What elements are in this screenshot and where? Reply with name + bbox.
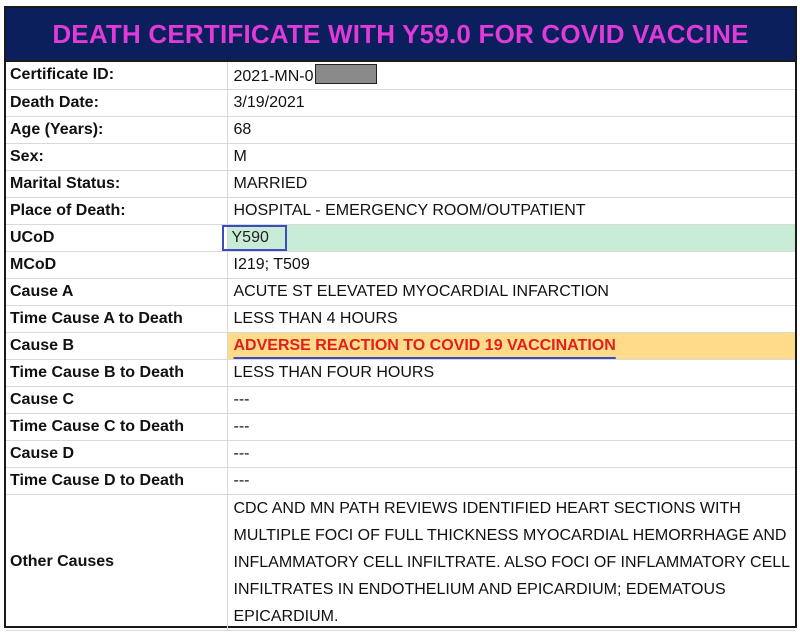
row-label: Certificate ID: (6, 62, 227, 89)
table-row (6, 386, 795, 413)
row-value: LESS THAN 4 HOURS (227, 305, 795, 332)
certificate-id-value: 2021-MN-0 (233, 68, 314, 86)
table-row-highlighted (6, 224, 795, 251)
table-row (6, 143, 795, 170)
row-value: CDC AND MN PATH REVIEWS IDENTIFIED HEART SECTIONS WITH MULTIPLE FOCI OF FULL THICKNESS MYOCARDIAL HEMORRHAGE AND INFLAMMATORY CELL INFILTRATE. ALSO FOCI OF INFLAMMATORY CELL INFILTRATES IN ENDOTHELIUM AND EPICARDIUM; EDEMATOUS EPICARDIUM. (227, 494, 795, 630)
row-label: Place of Death: (6, 197, 227, 224)
row-value: M (227, 143, 795, 170)
table-row (6, 494, 795, 630)
row-value (227, 62, 795, 89)
row-value: MARRIED (227, 170, 795, 197)
row-label: Time Cause B to Death (6, 359, 227, 386)
row-label: Cause D (6, 440, 227, 467)
death-certificate-sheet (4, 6, 797, 628)
table-row (6, 89, 795, 116)
certificate-table (6, 62, 795, 631)
table-row (6, 116, 795, 143)
row-value: LESS THAN FOUR HOURS (227, 359, 795, 386)
table-row (6, 359, 795, 386)
ucod-boxed-value: Y590 (222, 225, 287, 251)
row-value: I219; T509 (227, 251, 795, 278)
title-bar (6, 8, 795, 62)
row-label: MCoD (6, 251, 227, 278)
row-value: 3/19/2021 (227, 89, 795, 116)
row-label: Age (Years): (6, 116, 227, 143)
row-label: Cause C (6, 386, 227, 413)
row-label: Cause A (6, 278, 227, 305)
table-row (6, 440, 795, 467)
page-title: DEATH CERTIFICATE WITH Y59.0 FOR COVID VACCINE (52, 18, 749, 49)
adverse-reaction-value: ADVERSE REACTION TO COVID 19 VACCINATION (233, 336, 616, 354)
table-row (6, 62, 795, 89)
row-value: --- (227, 440, 795, 467)
row-label: Time Cause A to Death (6, 305, 227, 332)
row-value (227, 332, 795, 359)
table-row (6, 251, 795, 278)
row-label: Time Cause D to Death (6, 467, 227, 494)
table-row-highlighted (6, 332, 795, 359)
redaction-block (315, 64, 377, 84)
row-label: UCoD (6, 224, 227, 251)
table-row (6, 305, 795, 332)
row-value (227, 224, 795, 251)
row-value: --- (227, 413, 795, 440)
row-value: ACUTE ST ELEVATED MYOCARDIAL INFARCTION (227, 278, 795, 305)
table-row (6, 197, 795, 224)
row-label: Death Date: (6, 89, 227, 116)
row-value: --- (227, 386, 795, 413)
row-label: Time Cause C to Death (6, 413, 227, 440)
row-value: 68 (227, 116, 795, 143)
row-label: Sex: (6, 143, 227, 170)
row-label: Marital Status: (6, 170, 227, 197)
row-label: Other Causes (6, 494, 227, 630)
table-row (6, 170, 795, 197)
table-row (6, 413, 795, 440)
row-value: HOSPITAL - EMERGENCY ROOM/OUTPATIENT (227, 197, 795, 224)
table-row (6, 467, 795, 494)
row-value: --- (227, 467, 795, 494)
table-row (6, 278, 795, 305)
row-label: Cause B (6, 332, 227, 359)
